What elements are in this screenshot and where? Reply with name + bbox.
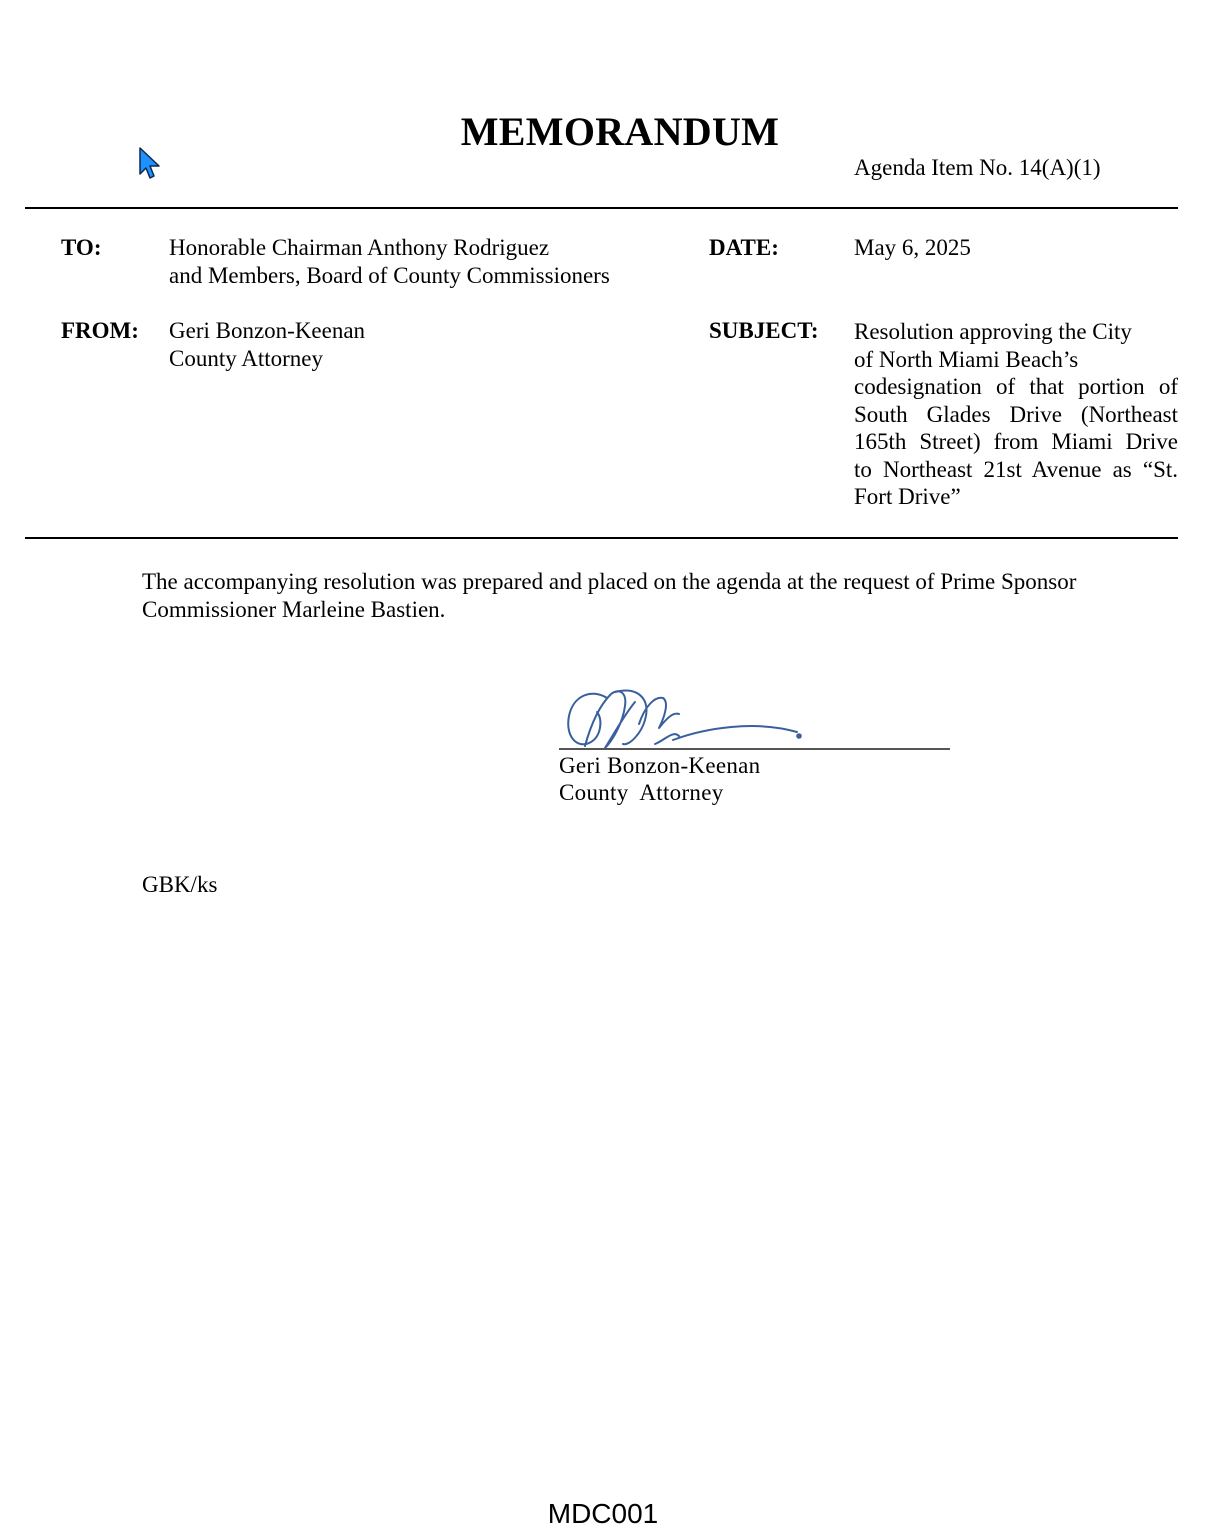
from-value xyxy=(169,317,365,373)
subject-line-1: Resolution approving the City xyxy=(854,319,1132,344)
signature-graphic xyxy=(555,684,955,756)
to-label: TO: xyxy=(61,235,102,260)
from-label: FROM: xyxy=(61,318,139,343)
memo-body xyxy=(142,568,1132,623)
header-top-divider xyxy=(25,207,1178,209)
from-line-2: County Attorney xyxy=(169,346,323,371)
page-footer-code: MDC001 xyxy=(547,1498,659,1529)
subject-line-4: South Glades Drive (Northeast xyxy=(854,401,1178,427)
to-line-1: Honorable Chairman Anthony Rodriguez xyxy=(169,235,550,260)
to-line-2: and Members, Board of County Commissioners xyxy=(169,263,610,288)
subject-line-7: Fort Drive” xyxy=(854,484,961,509)
body-line-1: The accompanying resolution was prepared and placed on the agenda at the request of Prime Sponsor xyxy=(142,569,1077,594)
signatory-name: Geri Bonzon-Keenan xyxy=(559,753,761,778)
signature-block xyxy=(559,752,760,806)
date-value: May 6, 2025 xyxy=(854,235,971,260)
subject-label: SUBJECT: xyxy=(709,318,819,343)
subject-line-3: codesignation of that portion of xyxy=(854,374,1178,399)
subject-value xyxy=(854,318,1178,511)
signatory-title: County Attorney xyxy=(559,780,724,805)
subject-line-5: 165th Street) from Miami Drive xyxy=(854,429,1178,454)
memo-title: MEMORANDUM xyxy=(460,109,780,154)
subject-line-2: of North Miami Beach’s xyxy=(854,346,1079,372)
agenda-item-number: Agenda Item No. 14(A)(1) xyxy=(854,155,1101,180)
header-bottom-divider xyxy=(25,537,1178,539)
typist-initials: GBK/ks xyxy=(142,872,218,897)
from-line-1: Geri Bonzon-Keenan xyxy=(169,318,366,343)
mouse-cursor-icon xyxy=(138,146,162,180)
body-line-2: Commissioner Marleine Bastien. xyxy=(142,596,446,622)
date-label: DATE: xyxy=(709,235,779,260)
subject-line-6: to Northeast 21st Avenue as “St. xyxy=(854,456,1178,482)
to-value xyxy=(169,234,610,290)
